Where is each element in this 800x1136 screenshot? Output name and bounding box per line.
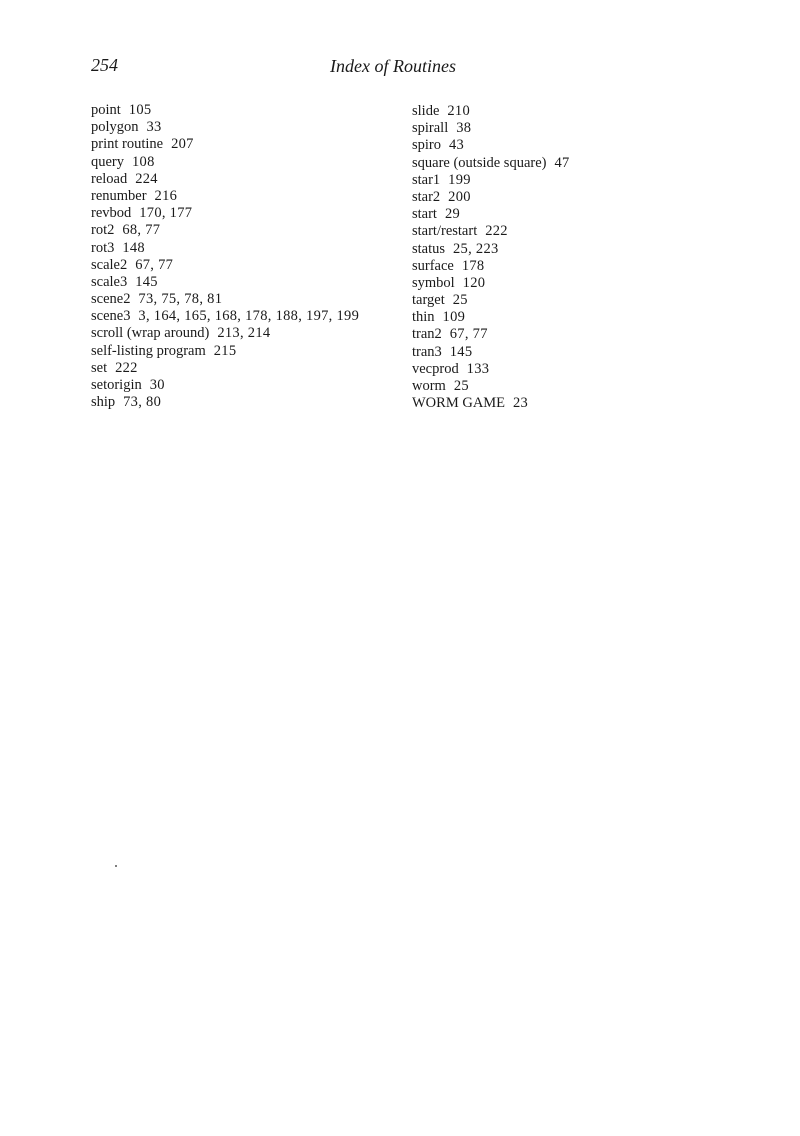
index-entry — [412, 378, 570, 395]
index-page-numbers: 23 — [513, 395, 529, 412]
index-term: reload — [91, 170, 128, 187]
index-entry — [412, 103, 570, 120]
index-term: start — [412, 206, 437, 223]
index-page-numbers: 148 — [122, 239, 145, 256]
index-page-numbers: 38 — [456, 120, 472, 137]
index-entry — [412, 395, 570, 412]
index-entry — [412, 258, 570, 275]
index-page-numbers: 3, 164, 165, 168, 178, 188, 197, 199 — [138, 308, 360, 325]
index-entry — [91, 154, 359, 171]
index-entry — [91, 205, 359, 222]
index-page-numbers: 224 — [135, 170, 158, 187]
index-entry — [412, 189, 570, 206]
index-page-numbers: 222 — [485, 223, 508, 240]
index-term: setorigin — [91, 377, 142, 393]
index-entry — [91, 222, 359, 239]
index-term: surface — [412, 257, 454, 274]
index-page-numbers: 200 — [448, 188, 471, 205]
index-term: rot3 — [91, 239, 115, 256]
index-page-numbers: 222 — [115, 359, 138, 376]
index-page-numbers: 68, 77 — [122, 222, 161, 239]
index-page-numbers: 178 — [461, 257, 485, 274]
index-term: tran2 — [412, 326, 442, 343]
index-page-numbers: 73, 75, 78, 81 — [138, 291, 223, 308]
index-term: scene3 — [91, 308, 131, 325]
index-entry — [412, 241, 570, 258]
index-term: square (outside square) — [412, 154, 547, 171]
index-entry — [91, 119, 359, 136]
index-page-numbers: 199 — [448, 171, 471, 188]
index-page-numbers: 67, 77 — [449, 326, 488, 343]
index-page-numbers: 25, 223 — [453, 240, 499, 257]
index-term: tran3 — [412, 343, 442, 360]
index-entry — [91, 102, 359, 119]
index-page-numbers: 25 — [452, 292, 468, 309]
index-entry — [91, 394, 359, 411]
index-term: scale3 — [91, 273, 128, 290]
index-page-numbers: 145 — [135, 273, 158, 290]
index-entry — [412, 309, 570, 326]
index-entry — [412, 344, 570, 361]
index-term: query — [91, 153, 125, 170]
index-term: set — [91, 359, 108, 376]
print-speck — [115, 865, 117, 867]
running-title: Index of Routines — [330, 56, 456, 76]
index-page-numbers: 170, 177 — [139, 205, 193, 222]
index-term: scroll (wrap around) — [91, 325, 210, 342]
index-entry — [91, 188, 359, 205]
index-entry — [412, 172, 570, 189]
index-page-numbers: 29 — [444, 206, 461, 223]
index-term: worm — [412, 378, 446, 394]
index-term: start/restart — [412, 223, 478, 240]
index-entry — [91, 171, 359, 188]
index-page-numbers: 213, 214 — [217, 325, 271, 342]
index-page-numbers: 120 — [462, 274, 486, 291]
index-page-numbers: 105 — [128, 102, 152, 118]
index-entry — [91, 240, 359, 257]
index-page-numbers: 30 — [149, 377, 165, 393]
index-entry — [412, 120, 570, 137]
index-term: star2 — [412, 188, 441, 205]
index-term: rot2 — [91, 222, 115, 239]
index-page-numbers: 108 — [131, 153, 155, 170]
index-entry — [412, 292, 570, 309]
index-entry — [412, 206, 570, 223]
index-entry — [91, 257, 359, 274]
index-entry — [91, 136, 359, 153]
index-page-numbers: 133 — [466, 360, 490, 377]
index-page-numbers: 210 — [447, 103, 470, 119]
index-page-numbers: 145 — [449, 343, 473, 360]
index-term: self-listing program — [91, 342, 206, 359]
index-page-numbers: 109 — [442, 309, 466, 326]
index-entry — [91, 343, 359, 360]
index-term: ship — [91, 394, 116, 411]
index-term: vecprod — [412, 360, 459, 377]
index-entry — [412, 326, 570, 343]
index-left-column — [91, 102, 359, 411]
index-page-numbers: 67, 77 — [135, 256, 174, 273]
index-term: revbod — [91, 205, 132, 222]
index-term: spirall — [412, 120, 449, 137]
index-term: status — [412, 240, 446, 257]
index-entry — [91, 325, 359, 342]
index-term: thin — [412, 309, 435, 326]
index-page-numbers: 73, 80 — [123, 394, 162, 411]
index-entry — [412, 155, 570, 172]
index-term: WORM GAME — [412, 395, 506, 412]
index-right-column — [412, 103, 570, 412]
index-page-numbers: 207 — [171, 136, 194, 153]
index-entry — [91, 291, 359, 308]
index-entry — [91, 377, 359, 394]
index-entry — [91, 360, 359, 377]
page-number: 254 — [91, 55, 118, 75]
index-entry — [412, 275, 570, 292]
index-page-numbers: 47 — [554, 154, 570, 171]
index-term: slide — [412, 103, 440, 119]
index-page-numbers: 216 — [154, 187, 178, 204]
index-entry — [91, 308, 359, 325]
index-term: print routine — [91, 136, 164, 153]
index-term: symbol — [412, 274, 455, 291]
index-term: scale2 — [91, 256, 128, 273]
index-term: polygon — [91, 119, 139, 136]
index-entry — [412, 137, 570, 154]
index-page-numbers: 43 — [448, 137, 465, 154]
index-term: spiro — [412, 137, 441, 154]
index-term: scene2 — [91, 291, 131, 308]
index-page-numbers: 25 — [453, 378, 469, 394]
index-entry — [412, 361, 570, 378]
index-term: point — [91, 102, 121, 118]
index-page-numbers: 33 — [146, 119, 162, 136]
index-term: star1 — [412, 171, 441, 188]
index-term: target — [412, 292, 445, 309]
index-entry — [412, 223, 570, 240]
index-page-numbers: 215 — [213, 342, 237, 359]
index-term: renumber — [91, 187, 147, 204]
index-entry — [91, 274, 359, 291]
